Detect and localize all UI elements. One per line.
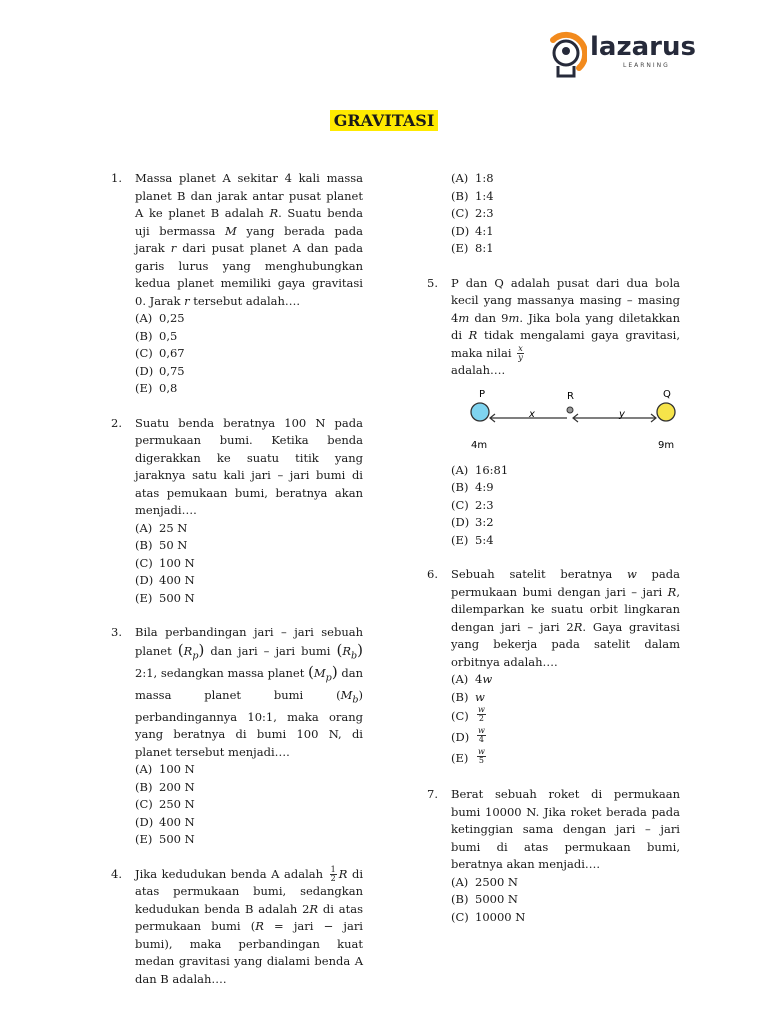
option-label: (A) bbox=[451, 874, 469, 889]
label-y: y bbox=[619, 408, 625, 420]
option-b bbox=[135, 328, 363, 346]
option-text: 1:4 bbox=[475, 188, 494, 203]
option-label: (B) bbox=[451, 892, 469, 906]
text-segment: perbandingannya 10:1, maka orang yang beratnya di bumi 100 N, di planet tersebut menjadi…. bbox=[135, 709, 363, 759]
option-d bbox=[135, 572, 363, 590]
option-d bbox=[451, 223, 680, 241]
option-label: (B) bbox=[135, 538, 153, 552]
text-segment: adalah…. bbox=[451, 363, 506, 377]
subscript: 𝑏 bbox=[351, 649, 358, 661]
text-segment: Jika kedudukan benda A adalah bbox=[135, 866, 324, 881]
option-label: (D) bbox=[451, 515, 470, 529]
fraction bbox=[517, 345, 524, 362]
option-text: 10000 N bbox=[475, 909, 526, 924]
question-number: 6. bbox=[427, 567, 438, 581]
option-text: 50 N bbox=[159, 538, 188, 552]
question-text: Massa planet A sekitar 4 kali massa planet B dan jarak antar pusat planet A ke planet B adalah 𝑅. Suatu benda uji bermassa 𝑀 yang berada pada jarak 𝑟 dari pusat planet A dan pada garis lurus yang menghubungkan kedua planet memiliki gaya gravitasi 0. Jarak 𝑟 tersebut adalah…. bbox=[135, 171, 363, 308]
question-6 bbox=[427, 566, 680, 769]
question-number: 7. bbox=[427, 787, 438, 801]
fraction-numerator: 𝑤 bbox=[478, 726, 485, 735]
label-r: R bbox=[567, 390, 574, 402]
option-d bbox=[135, 814, 363, 832]
option-text: 100 N bbox=[159, 555, 195, 570]
option-text: 0,25 bbox=[159, 311, 185, 325]
option-label: (A) bbox=[135, 762, 153, 777]
left-column bbox=[111, 170, 363, 988]
fraction bbox=[477, 727, 486, 748]
fraction-numerator: 𝑥 bbox=[518, 344, 523, 353]
option-e bbox=[135, 590, 363, 608]
option-text: 5000 N bbox=[475, 892, 518, 906]
question-number: 5. bbox=[427, 275, 438, 290]
option-c bbox=[135, 555, 363, 573]
option-a bbox=[451, 671, 680, 689]
option-label: (A) bbox=[451, 171, 469, 185]
option-b bbox=[451, 689, 680, 707]
text-segment: 2:1, sedangkan massa planet bbox=[135, 666, 305, 681]
text-segment: P dan Q adalah pusat dari dua bola kecil yang massanya masing – masing 4𝑚 dan 9𝑚. Jika bola yang diletakkan di 𝑅 tidak mengalami gaya gravitasi, maka nilai bbox=[451, 275, 680, 360]
option-label: (A) bbox=[135, 520, 153, 535]
option-c bbox=[451, 706, 680, 727]
option-text: 500 N bbox=[159, 590, 195, 605]
option-a bbox=[135, 761, 363, 779]
option-text: 5:4 bbox=[475, 532, 494, 547]
fraction-denominator: 5 bbox=[478, 756, 484, 765]
label-x: x bbox=[529, 408, 535, 420]
fraction-denominator: 4 bbox=[478, 735, 484, 744]
question-text: Suatu benda beratnya 100 N pada permukaan bumi. Ketika benda digerakkan ke suatu titik yang jaraknya satu kali jari – jari bumi di atas pemukaan bumi, beratnya akan menjadi…. bbox=[135, 415, 363, 517]
option-text: 2:3 bbox=[475, 206, 494, 220]
question-text: Sebuah satelit beratnya 𝑤 pada permukaan bumi dengan jari – jari 𝑅, dilemparkan ke suatu orbit lingkaran dengan jari – jari 2𝑅. Gaya gravitasi yang bekerja pada satelit dalam orbitnya adalah…. bbox=[451, 567, 680, 669]
ball-p bbox=[471, 403, 489, 421]
option-e bbox=[135, 831, 363, 849]
option-label: (D) bbox=[135, 363, 154, 378]
option-text: 0,8 bbox=[159, 381, 178, 395]
option-text: 400 N bbox=[159, 814, 195, 829]
symbol-rb: 𝑅 bbox=[342, 643, 352, 658]
option-c bbox=[135, 345, 363, 363]
option-label: (E) bbox=[451, 751, 469, 765]
page-title bbox=[0, 111, 768, 130]
option-c bbox=[135, 796, 363, 814]
option-label: (A) bbox=[451, 462, 469, 477]
question-number: 1. bbox=[111, 171, 122, 185]
option-e bbox=[451, 240, 680, 258]
right-column bbox=[427, 170, 680, 926]
option-text: 4𝑤 bbox=[475, 672, 493, 686]
option-label: (C) bbox=[451, 709, 469, 723]
option-text: 0,5 bbox=[159, 328, 178, 343]
text-segment: 𝑅 di atas permukaan bumi, sedangkan kedudukan benda B adalah 2𝑅 di atas permukaan bumi (𝑅 = jari − jari bumi), maka perbandingan kuat medan gravitasi yang dialami benda A dan B adalah…. bbox=[135, 866, 364, 986]
fraction-denominator: 2 bbox=[330, 874, 336, 884]
subscript: 𝑝 bbox=[325, 672, 332, 684]
option-text: 25 N bbox=[159, 520, 188, 535]
mass-diagram-svg bbox=[451, 386, 704, 456]
question-number: 3. bbox=[111, 625, 122, 639]
text-segment: Bila perbandingan jari – jari sebuah planet bbox=[135, 625, 363, 658]
label-p: P bbox=[479, 388, 486, 400]
option-text: 500 N bbox=[159, 832, 195, 847]
lazarus-logo bbox=[545, 30, 696, 80]
subscript: 𝑏 bbox=[352, 694, 359, 706]
question-4-options bbox=[427, 170, 680, 258]
option-label: (B) bbox=[451, 689, 469, 704]
question-text: Bila perbandingan jari – jari sebuah planet (𝑅$_𝑝$) dan jari – jari bumi (𝑅$_𝑏$) 2:1, sedangkan massa planet (𝑀$_𝑝$) dan massa planet bumi (𝑀$_𝑏$) perbandingannya 10:1, maka orang yang beratnya di bumi 100 N, di planet tersebut menjadi…. bbox=[135, 625, 364, 759]
option-text: 3:2 bbox=[475, 515, 494, 529]
option-text: 250 N bbox=[159, 797, 195, 812]
point-r bbox=[567, 407, 573, 413]
option-text: 400 N bbox=[159, 573, 195, 587]
fraction bbox=[330, 866, 337, 883]
question-text bbox=[135, 866, 363, 989]
option-text: 8:1 bbox=[475, 241, 494, 255]
option-label: (A) bbox=[135, 311, 153, 325]
option-label: (C) bbox=[451, 206, 469, 220]
option-text: 4:1 bbox=[475, 223, 494, 238]
option-label: (E) bbox=[135, 832, 153, 847]
question-3 bbox=[111, 624, 363, 849]
question-5 bbox=[427, 275, 680, 550]
option-text: 2:3 bbox=[475, 497, 494, 512]
option-e bbox=[135, 380, 363, 398]
question-text bbox=[451, 275, 680, 380]
mass-q: 9m bbox=[658, 439, 675, 451]
page-title-text: GRAVITASI bbox=[330, 110, 439, 131]
option-label: (E) bbox=[451, 241, 469, 255]
option-text: 1:8 bbox=[475, 171, 494, 185]
option-e bbox=[451, 532, 680, 550]
option-label: (E) bbox=[135, 590, 153, 605]
option-label: (D) bbox=[451, 223, 470, 238]
option-label: (C) bbox=[135, 555, 153, 570]
fraction-denominator: 2 bbox=[478, 714, 484, 723]
option-label: (E) bbox=[451, 532, 469, 547]
option-a bbox=[451, 874, 680, 892]
question-7 bbox=[427, 786, 680, 926]
logo-wordmark: lazarus bbox=[590, 32, 696, 62]
text-segment: dan jari – jari bumi bbox=[210, 643, 331, 658]
option-text: 0,67 bbox=[159, 346, 185, 360]
text-segment: dan massa planet bumi bbox=[135, 666, 363, 703]
option-a bbox=[135, 520, 363, 538]
question-4 bbox=[111, 866, 363, 989]
lazarus-mascot-icon bbox=[545, 30, 587, 80]
mass-diagram bbox=[451, 386, 704, 456]
option-b bbox=[451, 891, 680, 909]
option-text: 0,75 bbox=[159, 363, 185, 378]
question-text: Berat sebuah roket di permukaan bumi 10000 N. Jika roket berada pada ketinggian sama dengan jari – jari bumi di atas permukaan bumi, beratnya akan menjadi…. bbox=[451, 787, 680, 871]
option-b bbox=[451, 188, 680, 206]
option-d bbox=[451, 514, 680, 532]
option-e bbox=[451, 748, 680, 769]
option-label: (B) bbox=[451, 480, 469, 494]
option-text: 𝑤 bbox=[475, 689, 485, 704]
option-label: (D) bbox=[135, 814, 154, 829]
option-text: 100 N bbox=[159, 762, 195, 777]
option-c bbox=[451, 909, 680, 927]
option-c bbox=[451, 497, 680, 515]
symbol-rp: 𝑅 bbox=[183, 643, 193, 658]
option-d bbox=[135, 363, 363, 381]
option-a bbox=[135, 310, 363, 328]
fraction-numerator: 𝑤 bbox=[478, 705, 485, 714]
option-text: 4:9 bbox=[475, 480, 494, 494]
question-1 bbox=[111, 170, 363, 398]
option-label: (B) bbox=[135, 779, 153, 794]
subscript: 𝑝 bbox=[192, 649, 199, 661]
option-label: (C) bbox=[135, 797, 153, 812]
option-b bbox=[451, 479, 680, 497]
question-2 bbox=[111, 415, 363, 608]
option-d bbox=[451, 727, 680, 748]
symbol-mb: 𝑀 bbox=[340, 688, 353, 703]
option-label: (A) bbox=[451, 672, 469, 686]
option-label: (D) bbox=[135, 573, 154, 587]
ball-q bbox=[657, 403, 675, 421]
question-number: 2. bbox=[111, 415, 122, 430]
option-b bbox=[135, 537, 363, 555]
fraction-numerator: 1 bbox=[330, 865, 336, 875]
option-b bbox=[135, 779, 363, 797]
fraction bbox=[477, 748, 486, 769]
option-label: (B) bbox=[451, 188, 469, 203]
option-label: (C) bbox=[135, 346, 153, 360]
option-a bbox=[451, 170, 680, 188]
option-text: 2500 N bbox=[475, 874, 518, 889]
fraction bbox=[477, 706, 486, 727]
option-c bbox=[451, 205, 680, 223]
fraction-denominator: 𝑦 bbox=[518, 353, 523, 362]
option-label: (D) bbox=[451, 730, 470, 744]
option-label: (E) bbox=[135, 381, 153, 395]
question-number: 4. bbox=[111, 866, 122, 881]
fraction-numerator: 𝑤 bbox=[478, 747, 485, 756]
mass-p: 4m bbox=[471, 439, 488, 451]
option-text: 200 N bbox=[159, 779, 195, 794]
option-label: (C) bbox=[451, 909, 469, 924]
logo-subtitle: LEARNING bbox=[623, 62, 670, 69]
label-q: Q bbox=[663, 388, 671, 400]
option-a bbox=[451, 462, 680, 480]
option-label: (C) bbox=[451, 497, 469, 512]
symbol-mp: 𝑀 bbox=[313, 666, 326, 681]
option-text: 16:81 bbox=[475, 462, 509, 477]
option-label: (B) bbox=[135, 328, 153, 343]
